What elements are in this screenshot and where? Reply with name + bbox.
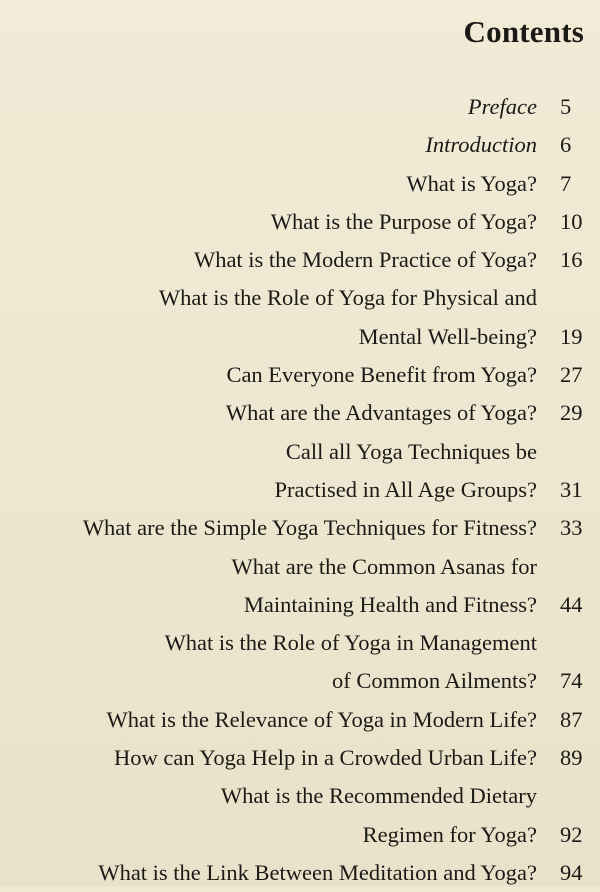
toc-entry-title: What is the Role of Yoga for Physical and xyxy=(158,285,537,311)
toc-entry xyxy=(0,433,600,510)
toc-entry-title: Call all Yoga Techniques be xyxy=(285,438,537,464)
toc-entry xyxy=(0,356,600,394)
toc-entry xyxy=(0,279,600,356)
toc-page-number: 7 xyxy=(560,170,572,196)
toc-line xyxy=(0,471,600,509)
toc-entry xyxy=(0,203,600,241)
toc-entry xyxy=(0,509,600,547)
toc-line xyxy=(0,624,600,662)
toc-entry-title: What are the Simple Yoga Techniques for Fitness? xyxy=(82,515,537,541)
toc-page-number: 74 xyxy=(560,668,583,694)
toc-entry xyxy=(0,777,600,854)
toc-page-number: 94 xyxy=(560,859,583,885)
toc-line xyxy=(0,394,600,432)
toc-page-number: 92 xyxy=(560,821,583,847)
toc-entry xyxy=(0,126,600,164)
toc-entry xyxy=(0,739,600,777)
toc-line xyxy=(0,739,600,777)
toc-entry-title: Regimen for Yoga? xyxy=(362,821,537,847)
toc-entry-title: How can Yoga Help in a Crowded Urban Life? xyxy=(113,745,537,771)
toc-entry xyxy=(0,624,600,701)
toc-entry-title: What is Yoga? xyxy=(406,170,537,196)
toc-entry-title: What is the Link Between Meditation and Yoga? xyxy=(98,859,537,885)
toc-line xyxy=(0,433,600,471)
toc-entry-title: What are the Common Asanas for xyxy=(231,553,537,579)
toc-entry-title: What is the Role of Yoga in Management xyxy=(164,630,537,656)
toc-entry-title: What is the Modern Practice of Yoga? xyxy=(193,247,537,273)
toc-entry-title: Mental Well-being? xyxy=(358,323,537,349)
toc-page-number: 6 xyxy=(560,132,572,158)
toc-page-number: 5 xyxy=(560,94,572,119)
toc-line xyxy=(0,854,600,892)
toc-entry-title: Preface xyxy=(467,94,537,119)
toc-entry xyxy=(0,241,600,279)
toc-page-number: 29 xyxy=(560,400,583,426)
toc-line xyxy=(0,88,600,126)
toc-entry-title: Introduction xyxy=(425,132,537,158)
toc-page-number: 89 xyxy=(560,745,583,771)
toc-page-number: 19 xyxy=(560,323,583,349)
toc-entry xyxy=(0,394,600,432)
toc-page-number: 27 xyxy=(560,362,583,388)
toc-line xyxy=(0,586,600,624)
toc-line xyxy=(0,241,600,279)
toc-line xyxy=(0,777,600,815)
toc-line xyxy=(0,279,600,317)
toc-line xyxy=(0,816,600,854)
toc-entry xyxy=(0,165,600,203)
page-title: Contents xyxy=(463,14,584,49)
toc-entry xyxy=(0,88,600,126)
toc-entry-title: What is the Relevance of Yoga in Modern Life? xyxy=(106,706,537,732)
toc-line xyxy=(0,356,600,394)
toc-entry-title: Can Everyone Benefit from Yoga? xyxy=(226,362,537,388)
toc-entry xyxy=(0,548,600,625)
toc-entry-title: Maintaining Health and Fitness? xyxy=(243,591,537,617)
toc-page-number: 16 xyxy=(560,247,583,273)
toc-page-number: 44 xyxy=(560,591,583,617)
toc-line xyxy=(0,165,600,203)
toc-line xyxy=(0,126,600,164)
toc-entry-title: Practised in All Age Groups? xyxy=(274,476,537,502)
toc-line xyxy=(0,203,600,241)
toc-entry-title: What are the Advantages of Yoga? xyxy=(225,400,537,426)
toc-page-number: 31 xyxy=(560,476,583,502)
toc-line xyxy=(0,318,600,356)
toc-entry-title: What is the Purpose of Yoga? xyxy=(270,208,537,234)
toc-entry-title: What is the Recommended Dietary xyxy=(220,783,537,809)
toc-line xyxy=(0,548,600,586)
table-of-contents xyxy=(0,88,600,892)
toc-line xyxy=(0,701,600,739)
toc-page-number: 33 xyxy=(560,515,583,541)
toc-line xyxy=(0,509,600,547)
toc-entry xyxy=(0,854,600,892)
toc-page-number: 87 xyxy=(560,706,583,732)
toc-entry xyxy=(0,701,600,739)
toc-entry-title: of Common Ailments? xyxy=(332,668,537,694)
toc-line xyxy=(0,662,600,700)
toc-page-number: 10 xyxy=(560,208,583,234)
